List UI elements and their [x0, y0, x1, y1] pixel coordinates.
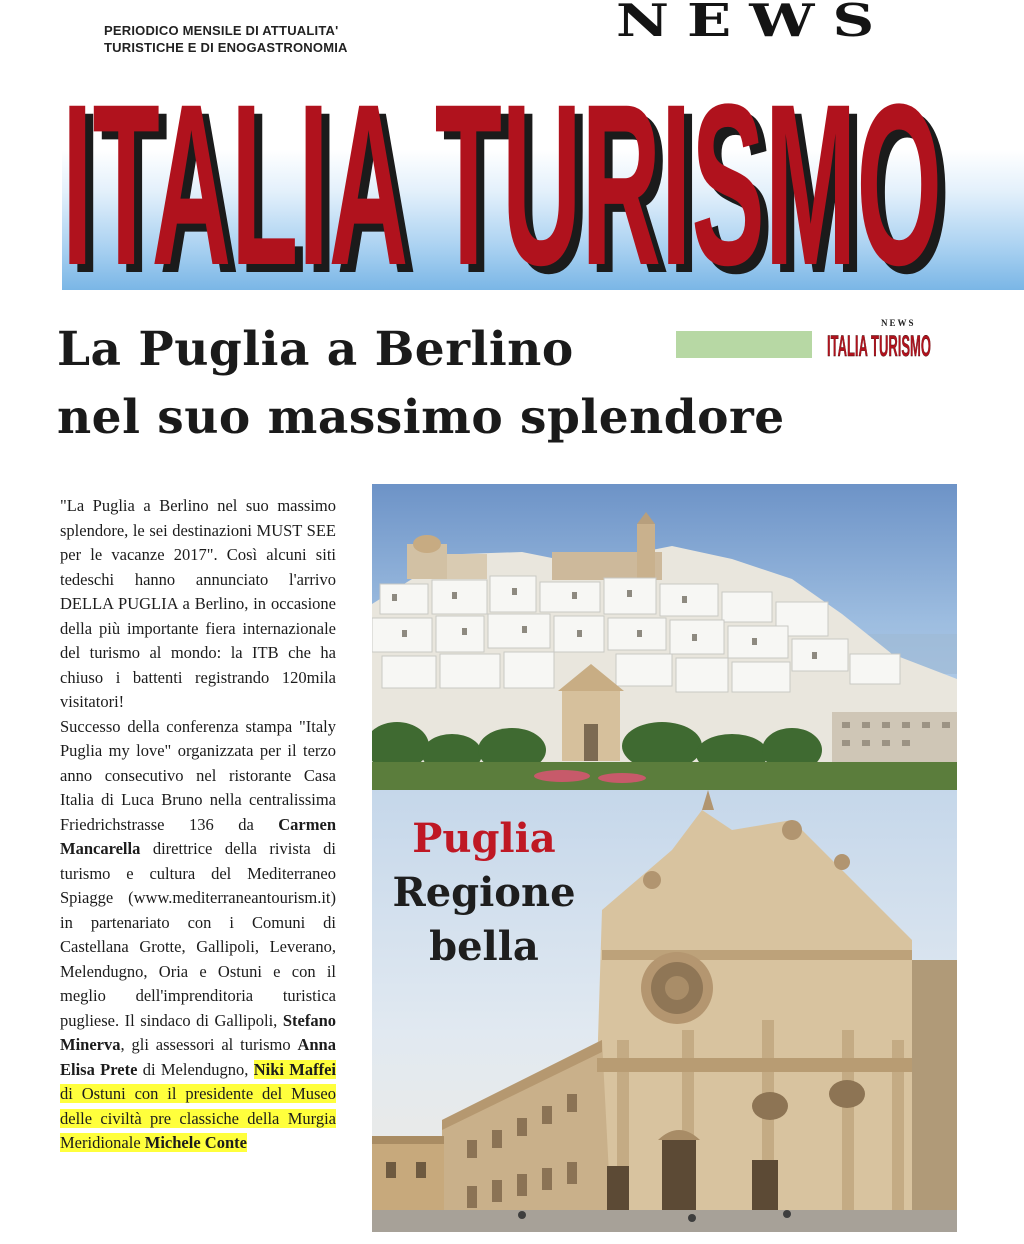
mini-logo [825, 316, 935, 362]
person-name: Michele Conte [144, 1133, 247, 1152]
person-name: Anna Elisa Prete [60, 1035, 336, 1079]
article-text: Successo della conferenza stampa "Italy Puglia my love" organizzata per il terzo anno consecutivo nel ristorante Casa Italia di Luca Bruno nella centralissima Friedrichstrasse 136 da [60, 716, 336, 834]
mini-logo-news: NEWS [881, 318, 916, 328]
photo-caption-line2: Regione [392, 869, 576, 916]
article-text: , gli assessori al turismo [120, 1035, 298, 1054]
mini-logo-title: ITALIA TURISMO [827, 330, 931, 362]
article-paragraph-1: "La Puglia a Berlino nel suo massimo splendore, le sei destinazioni MUST SEE per le vacanze 2017". Così alcuni siti tedeschi hanno annunciato l'arrivo DELLA PUGLIA a Berlino, in occasione della più importante fiera internazionale del turismo al mondo: la ITB che ha chiuso i battenti registrando 120mila visitatori! [60, 496, 336, 711]
headline-line2: nel suo massimo splendore [57, 390, 785, 445]
person-name: Niki Maffei [253, 1059, 336, 1079]
article-paragraph-2 [60, 715, 336, 1156]
masthead-title-shadow: ITALIA TURISMO [70, 64, 950, 321]
masthead-tagline [104, 22, 348, 56]
masthead-tagline-line2: TURISTICHE E DI ENOGASTRONOMIA [104, 40, 348, 55]
person-name: Carmen Mancarella [60, 814, 336, 858]
ostuni-photo [372, 484, 957, 790]
article-body [60, 494, 336, 1156]
person-name: Stefano Minerva [60, 1010, 336, 1054]
article-text: di Ostuni con il presidente del Museo delle civiltà pre classiche della Murgia Meridionale [60, 1084, 336, 1152]
masthead-news-label: NEWS [616, 0, 893, 48]
photo-caption-line1: Puglia [412, 815, 556, 862]
article-text: direttrice della rivista di turismo e cultura del Mediterraneo Spiagge (www.mediterraneantourism.it) in partenariato con i Comuni di Castellana Grotte, Gallipoli, Leverano, Melendugno, Oria e Ostuni e con il meglio dell'imprenditoria turistica pugliese. Il sindaco di Gallipoli, [60, 839, 336, 1030]
masthead-title: ITALIA TURISMO [62, 56, 942, 313]
photo-caption-line3: bella [429, 923, 539, 970]
photo-caption [372, 812, 596, 974]
masthead-tagline-line1: PERIODICO MENSILE DI ATTUALITA' [104, 23, 339, 38]
headline-line1: La Puglia a Berlino [57, 322, 574, 377]
article-text: di Melendugno, [137, 1059, 254, 1079]
masthead [0, 0, 1024, 321]
green-accent-bar [676, 331, 812, 358]
